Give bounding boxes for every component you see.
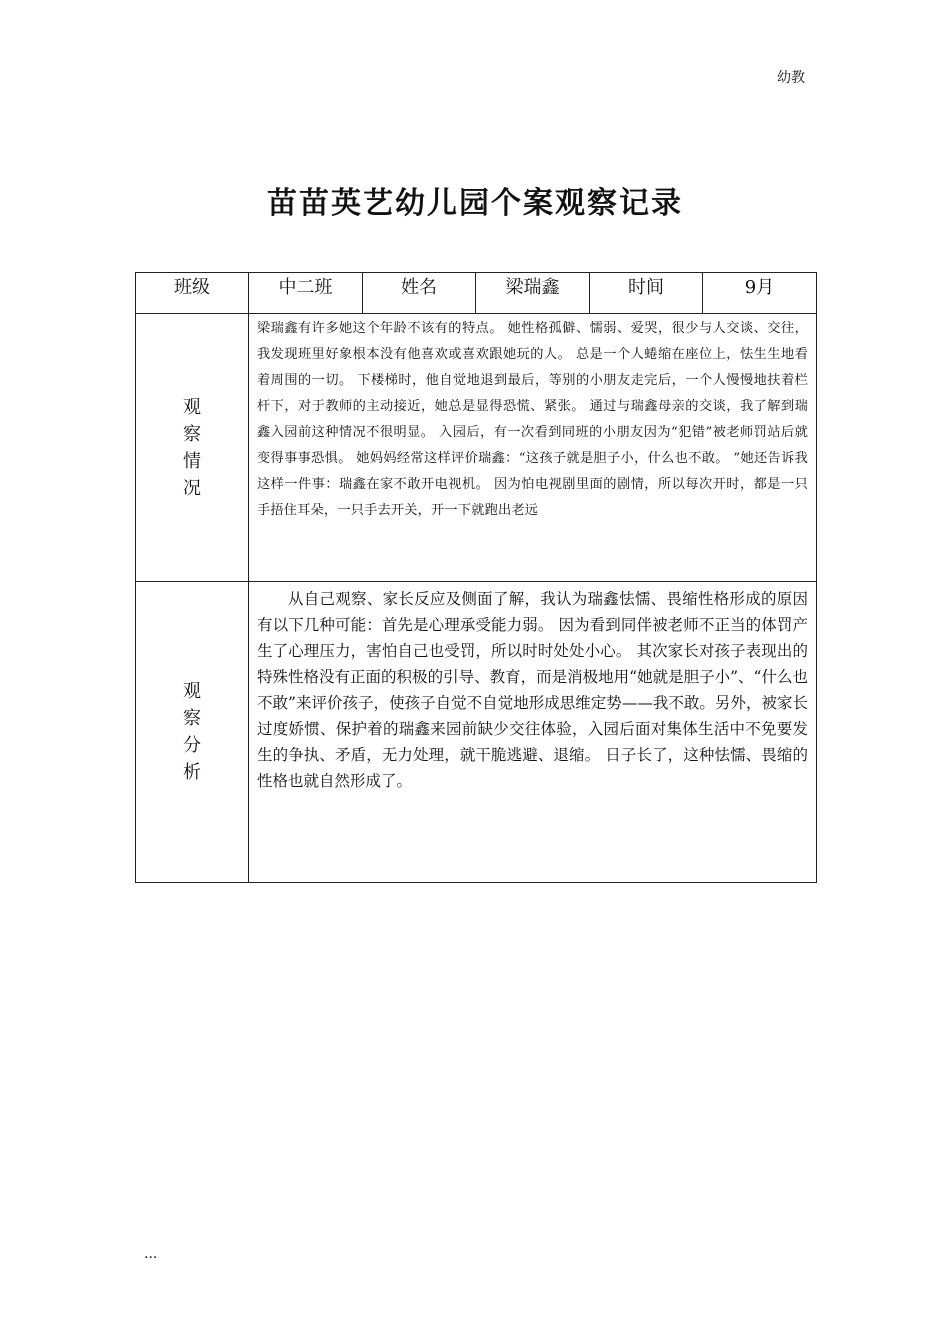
observation-row bbox=[136, 314, 817, 582]
footer-dots: ... bbox=[144, 1246, 158, 1262]
observation-label-char: 观 bbox=[183, 396, 201, 418]
analysis-label-char: 察 bbox=[183, 708, 201, 729]
observation-label-char: 情 bbox=[183, 450, 201, 472]
observation-label-char: 况 bbox=[183, 477, 201, 499]
observation-record-table bbox=[135, 272, 817, 883]
analysis-label-char: 观 bbox=[183, 681, 201, 702]
analysis-label bbox=[136, 582, 249, 883]
observation-label-char: 察 bbox=[183, 423, 201, 445]
header-label: 幼教 bbox=[777, 70, 805, 86]
name-value: 梁瑞鑫 bbox=[476, 273, 590, 314]
name-label: 姓名 bbox=[363, 273, 476, 314]
analysis-text: 从自己观察、家长反应及侧面了解，我认为瑞鑫怯懦、畏缩性格形成的原因有以下几种可能：首先是心理承受能力弱。 因为看到同伴被老师不正当的体罚产生了心理压力，害怕自己也受罚，所以时时处处小心。 其次家长对孩子表现出的特殊性格没有正面的积极的引导、教育，而是消极地用“她就是胆子小”、“什么也不敢”来评价孩子，使孩子自觉不自觉地形成思维定势——我不敢。另外，被家长过度娇惯、保护着的瑞鑫来园前缺少交往体验，入园后面对集体生活中不免要发生的争执、矛盾，无力处理，就干脆逃避、退缩。 日子长了，这种怯懦、畏缩的性格也就自然形成了。 bbox=[249, 582, 817, 883]
observation-text: 梁瑞鑫有许多她这个年龄不该有的特点。 她性格孤僻、懦弱、爱哭，很少与人交谈、交往，我发现班里好象根本没有他喜欢或喜欢跟她玩的人。 总是一个人蜷缩在座位上，怯生生地看着周围的一切。 下楼梯时，他自觉地退到最后，等别的小朋友走完后，一个人慢慢地扶着栏杆下，对于教师的主动接近，她总是显得恐慌、紧张。 通过与瑞鑫母亲的交谈，我了解到瑞鑫入园前这种情况不很明显。 入园后，有一次看到同班的小朋友因为“犯错”被老师罚站后就变得事事恐惧。 她妈妈经常这样评价瑞鑫：“这孩子就是胆子小，什么也不敢。 ”她还告诉我这样一件事：瑞鑫在家不敢开电视机。 因为怕电视剧里面的剧情，所以每次开时，都是一只手捂住耳朵，一只手去开关，开一下就跑出老远 bbox=[249, 314, 817, 582]
analysis-label-char: 分 bbox=[183, 735, 201, 756]
analysis-row bbox=[136, 582, 817, 883]
info-row bbox=[136, 273, 817, 314]
class-value: 中二班 bbox=[249, 273, 363, 314]
time-value: 9月 bbox=[703, 273, 817, 314]
analysis-label-char: 析 bbox=[183, 762, 201, 783]
page-title: 苗苗英艺幼儿园个案观察记录 bbox=[267, 186, 683, 221]
observation-label bbox=[136, 314, 249, 582]
time-label: 时间 bbox=[590, 273, 703, 314]
class-label: 班级 bbox=[136, 273, 249, 314]
